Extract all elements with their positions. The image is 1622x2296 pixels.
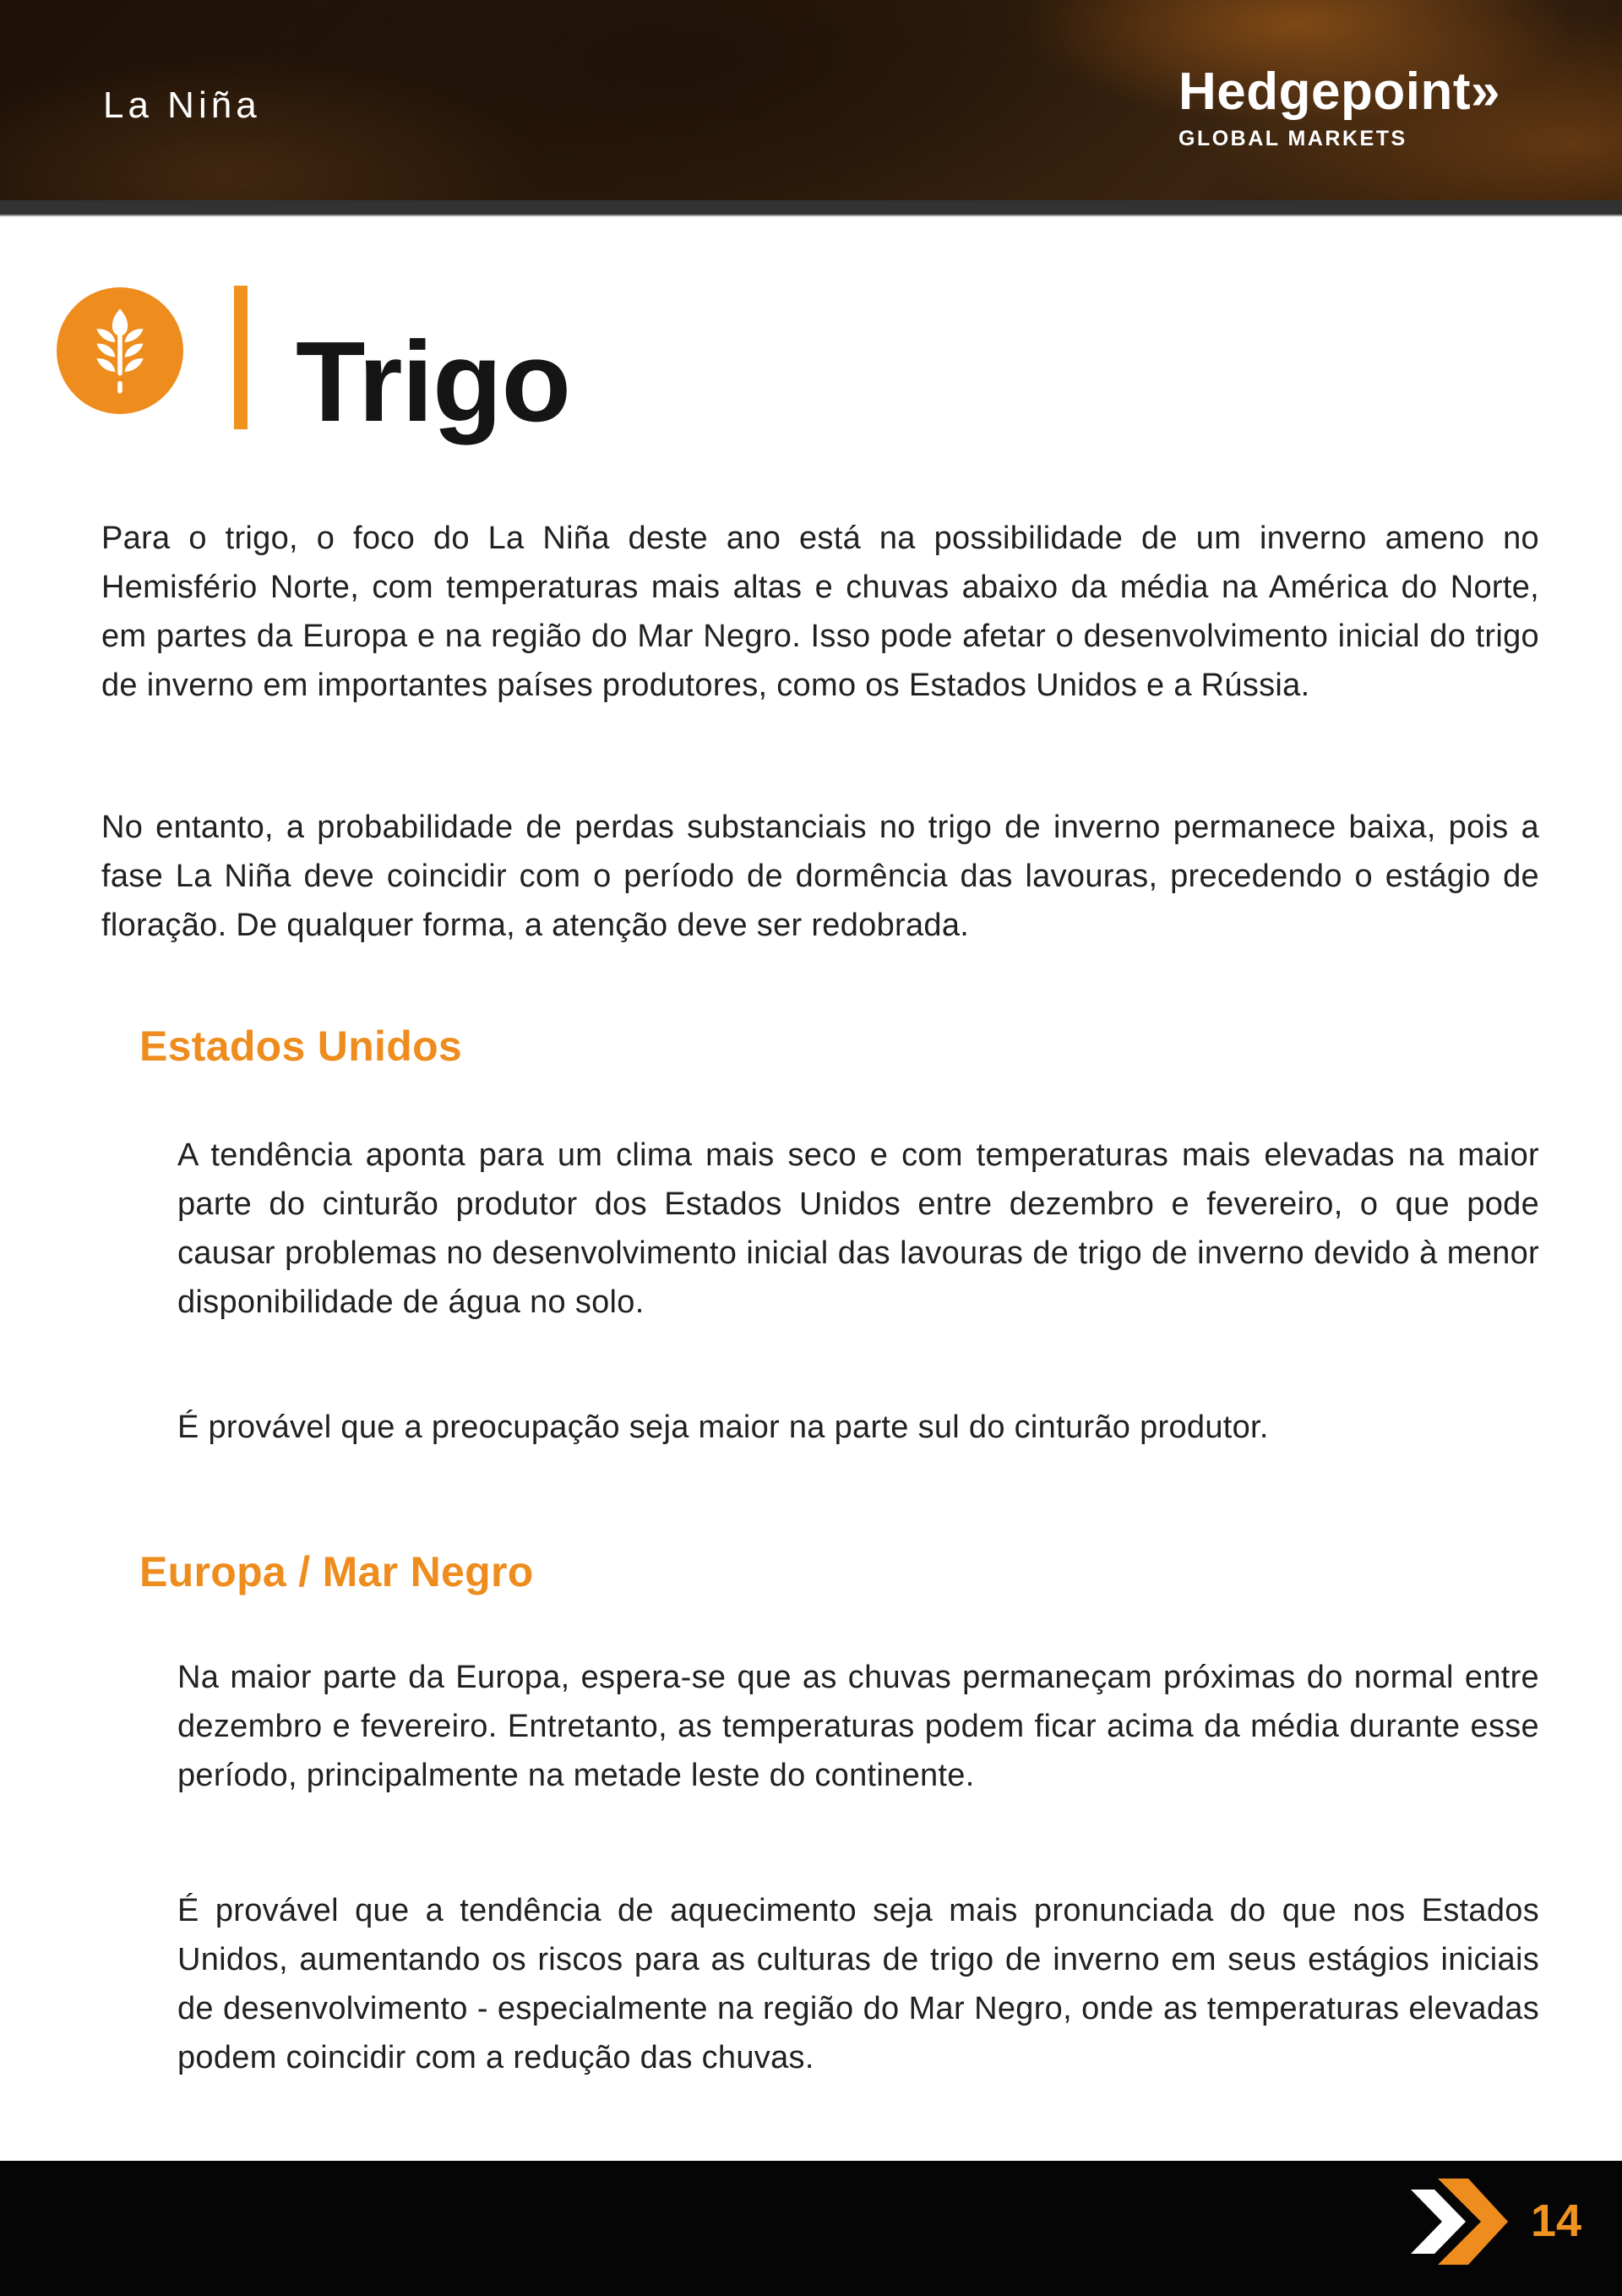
section-heading-estados-unidos: Estados Unidos — [139, 1023, 463, 1070]
page-title: Trigo — [296, 318, 570, 445]
europa-mar-negro-paragraph-1: Na maior parte da Europa, espera-se que as chuvas permaneçam próximas do normal entre dezembro e fevereiro. Entretanto, as temperaturas podem ficar acima da média durante esse período, principalmente na metade leste do continente. — [177, 1660, 1539, 1793]
wheat-icon — [81, 307, 159, 395]
header-banner — [0, 0, 1622, 200]
europa-mar-negro-paragraph-2: É provável que a tendência de aquecimento seja mais pronunciada do que nos Estados Unidos, aumentando os riscos para as culturas de trigo de inverno em seus estágios iniciais de desenvolvimento - especialmente na região do Mar Negro, onde as temperaturas elevadas podem coincidir com a redução das chuvas. — [177, 1893, 1539, 2075]
double-chevron-icon — [1402, 2179, 1508, 2265]
brand-tagline: GLOBAL MARKETS — [1178, 127, 1407, 150]
brand-logo — [1178, 63, 1500, 151]
title-accent-bar — [234, 286, 248, 429]
wheat-icon-badge — [57, 287, 183, 414]
footer-bar — [0, 2161, 1622, 2296]
header-title: La Niña — [103, 85, 261, 126]
brand-name: Hedgepoint» — [1178, 63, 1500, 121]
page-number: 14 — [1531, 2195, 1582, 2246]
section-heading-europa-mar-negro: Europa / Mar Negro — [139, 1548, 534, 1595]
intro-paragraph-1: Para o trigo, o foco do La Niña deste ano está na possibilidade de um inverno ameno no Hemisfério Norte, com temperaturas mais altas e chuvas abaixo da média na América do Norte, em partes da Europa e na região do Mar Negro. Isso pode afetar o desenvolvimento inicial do trigo de inverno em importantes países produtores, como os Estados Unidos e a Rússia. — [101, 521, 1539, 703]
intro-paragraph-2: No entanto, a probabilidade de perdas substanciais no trigo de inverno permanece baixa, pois a fase La Niña deve coincidir com o período de dormência das lavouras, precedendo o estágio de floração. De qualquer forma, a atenção deve ser redobrada. — [101, 810, 1539, 943]
estados-unidos-paragraph-2: É provável que a preocupação seja maior na parte sul do cinturão produtor. — [177, 1410, 1269, 1445]
header-divider-strip — [0, 200, 1622, 216]
estados-unidos-paragraph-1: A tendência aponta para um clima mais seco e com temperaturas mais elevadas na maior parte do cinturão produtor dos Estados Unidos entre dezembro e fevereiro, o que pode causar problemas no desenvolvimento inicial das lavouras de trigo de inverno devido à menor disponibilidade de água no solo. — [177, 1137, 1539, 1320]
